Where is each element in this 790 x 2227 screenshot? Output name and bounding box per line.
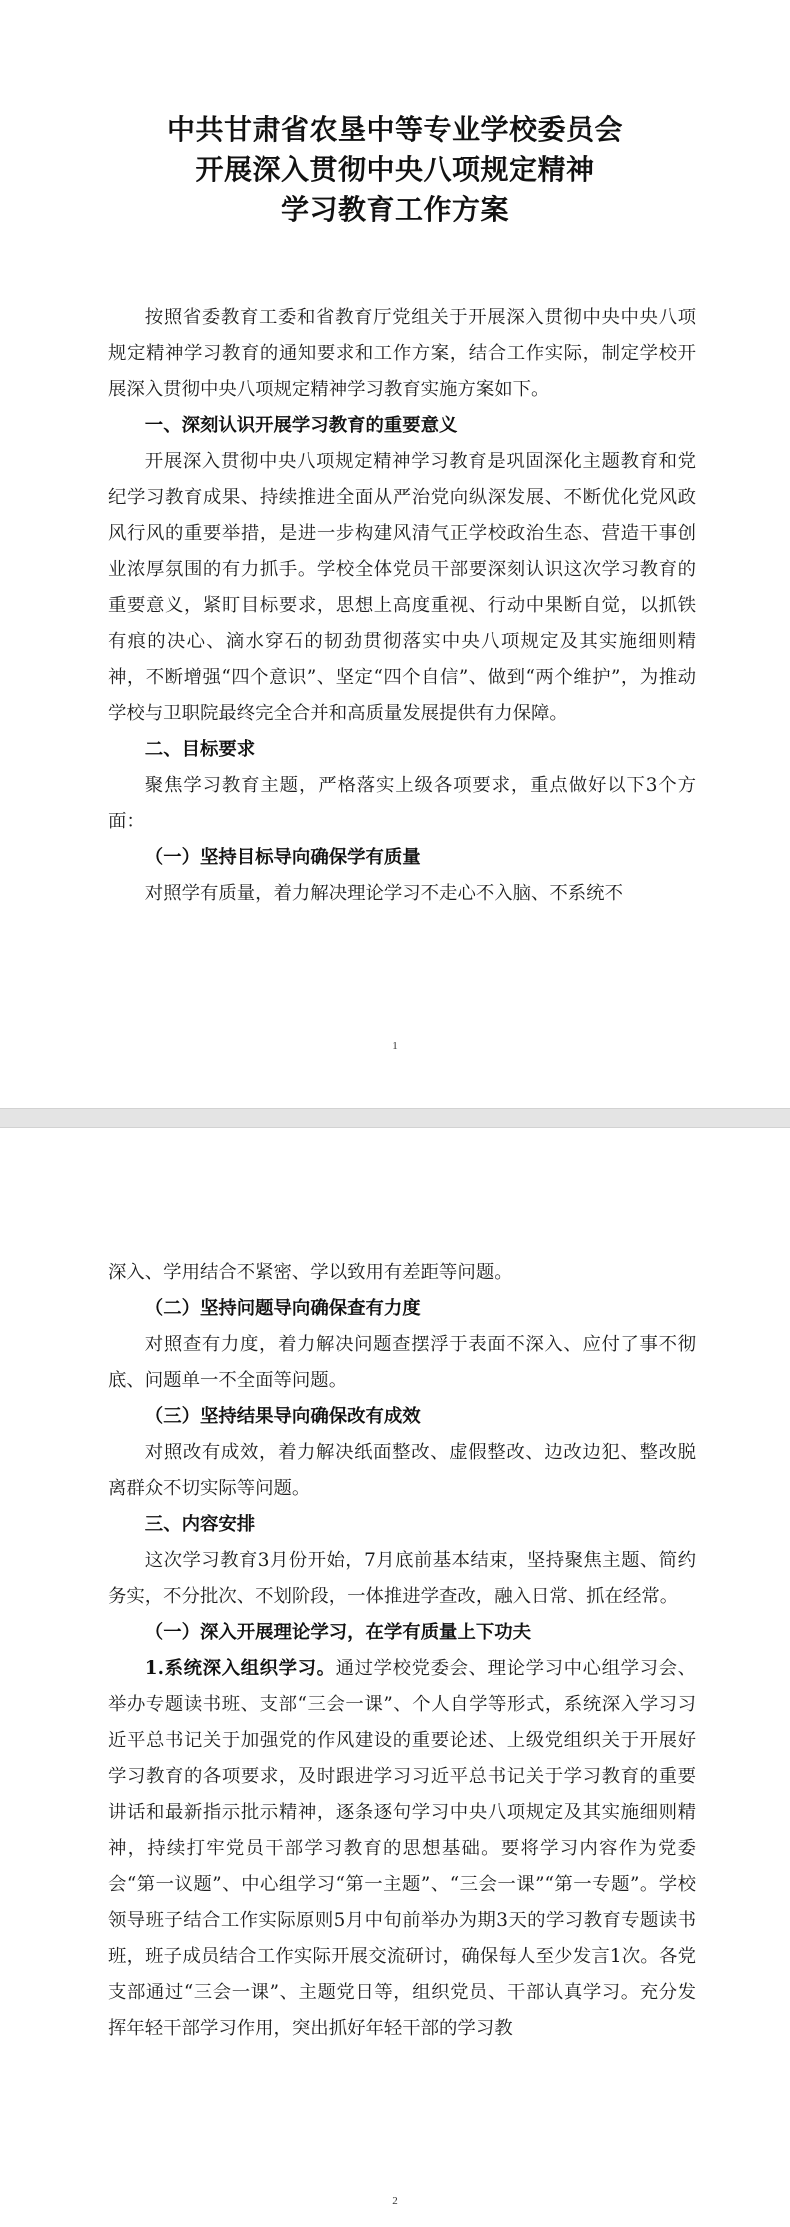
title-line-3: 学习教育工作方案 [280, 193, 509, 226]
section-1-paragraph: 开展深入贯彻中央八项规定精神学习教育是巩固深化主题教育和党纪学习教育成果、持续推进全面从严治党向纵深发展、不断优化党风政风行风的重要举措，是进一步构建风清气正学校政治生态、营造干事创业浓厚氛围的有力抓手。学校全体党员干部要深刻认识这次学习教育的重要意义，紧盯目标要求，思想上高度重视、行动中果断自觉，以抓铁有痕的决心、滴水穿石的韧劲贯彻落实中央八项规定及其实施细则精神，不断增强“四个意识”、坚定“四个自信”、做到“两个维护”，为推动学校与卫职院最终完全合并和高质量发展提供有力保障。 [108, 451, 696, 724]
section-2-paragraph: 聚焦学习教育主题，严格落实上级各项要求，重点做好以下3个方面： [108, 775, 696, 832]
subsection-1-paragraph-continued: 深入、学用结合不紧密、学以致用有差距等问题。 [108, 1262, 513, 1283]
subsection-2-heading: （二）坚持问题导向确保查有力度 [144, 1298, 421, 1319]
item-1-body: 通过学校党委会、理论学习中心组学习会、举办专题读书班、支部“三会一课”、个人自学等形式，系统深入学习习近平总书记关于加强党的作风建设的重要论述、上级党组织关于开展好学习教育的各项要求，及时跟进学习习近平总书记关于学习教育的重要讲话和最新指示批示精神，逐条逐句学习中央八项规定及其实施细则精神，持续打牢党员干部学习教育的思想基础。要将学习内容作为党委会“第一议题”、中心组学习“第一主题”、“三会一课”“第一专题”。学校领导班子结合工作实际原则5月中旬前举办为期3天的学习教育专题读书班，班子成员结合工作实际开展交流研讨，确保每人至少发言1次。各党支部通过“三会一课”、主题党日等，组织党员、干部认真学习。充分发挥年轻干部学习作用，突出抓好年轻干部的学习教 [108, 1658, 696, 2039]
subsection-2-paragraph: 对照查有力度，着力解决问题查摆浮于表面不深入、应付了事不彻底、问题单一不全面等问题。 [108, 1334, 696, 1391]
subsection-4-heading: （一）深入开展理论学习，在学有质量上下功夫 [144, 1622, 532, 1643]
page-2-body [108, 1255, 696, 2047]
section-3-heading: 三、内容安排 [144, 1514, 256, 1535]
intro-paragraph: 按照省委教育工委和省教育厅党组关于开展深入贯彻中央中央八项规定精神学习教育的通知要求和工作方案，结合工作实际，制定学校开展深入贯彻中央八项规定精神学习教育实施方案如下。 [108, 307, 696, 400]
title-line-1: 中共甘肃省农垦中等专业学校委员会 [166, 113, 623, 146]
title-line-2: 开展深入贯彻中央八项规定精神 [195, 153, 595, 186]
page-number-1: 1 [392, 1040, 398, 1052]
section-2-heading: 二、目标要求 [144, 739, 256, 760]
item-1-lead: 1.系统深入组织学习。 [144, 1658, 336, 1679]
page-1-body [108, 300, 696, 912]
subsection-1-paragraph-start: 对照学有质量，着力解决理论学习不走心不入脑、不系统不 [144, 883, 623, 904]
subsection-3-paragraph: 对照改有成效，着力解决纸面整改、虚假整改、边改边犯、整改脱离群众不切实际等问题。 [108, 1442, 696, 1499]
subsection-3-heading: （三）坚持结果导向确保改有成效 [144, 1406, 421, 1427]
subsection-1-heading: （一）坚持目标导向确保学有质量 [144, 847, 421, 868]
section-1-heading: 一、深刻认识开展学习教育的重要意义 [144, 415, 458, 436]
page-number-2: 2 [392, 2195, 398, 2207]
section-3-paragraph: 这次学习教育3月份开始，7月底前基本结束，坚持聚焦主题、简约务实，不分批次、不划阶段，一体推进学查改，融入日常、抓在经常。 [108, 1550, 696, 1607]
page-separator [0, 1108, 790, 1128]
item-1-paragraph [108, 1651, 696, 2047]
document-title [0, 110, 790, 230]
